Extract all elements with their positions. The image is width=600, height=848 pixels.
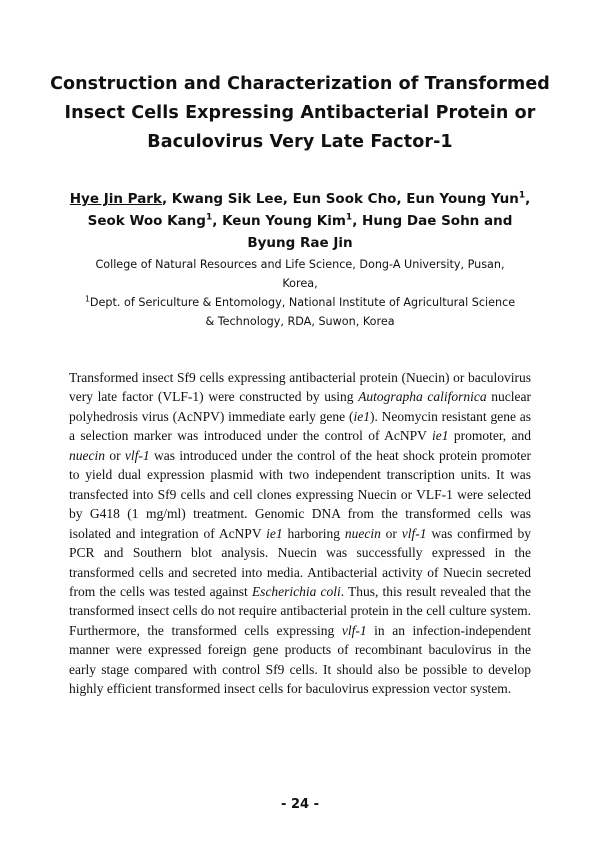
author-line	[40, 210, 560, 232]
page-number: - 24 -	[281, 797, 319, 812]
species-name: Autographa californica	[358, 389, 487, 405]
gene-name: vlf-1	[124, 447, 150, 463]
title-line: Insect Cells Expressing Antibacterial Protein or	[64, 103, 536, 123]
affiliation-mark: 1	[518, 190, 526, 201]
author-names: Seok Woo Kang	[87, 213, 206, 229]
affiliation-mark: 1	[205, 212, 213, 223]
author-names: , Keun Young Kim	[212, 213, 346, 229]
presenting-author: Hye Jin Park	[69, 191, 162, 207]
author-line	[40, 188, 560, 210]
abstract-paragraph: Transformed insect Sf9 cells expressing antibacterial protein (Nuecin) or baculovirus very late factor (VLF-1) were constructed by using Autographa californica nuclear polyhedrosis virus (AcNPV) immediate early gene (ie1). Neomycin resistant gene as a selection marker was introduced under the control of AcNPV ie1 promoter, and nuecin or vlf-1 was introduced under the control of the heat shock protein promoter to yield dual expression plasmid with two independent transcription units. It was transfected into Sf9 cells and cell clones expressing Nuecin or VLF-1 were selected by G418 (1 mg/ml) treatment. Genomic DNA from the transformed cells was isolated and integration of AcNPV ie1 harboring nuecin or vlf-1 was confirmed by PCR and Southern blot analysis. Nuecin was successfully expressed in the transformed cells and secreted into media. Antibacterial activity of Nuecin secreted from the cells was tested against Escherichia coli. Thus, this result revealed that the transformed insect cells do not require antibacterial protein in the cell culture system. Furthermore, the transformed cells expressing vlf-1 in an infection-independent manner were expressed foreign gene products of recombinant baculovirus in the early stage compared with control Sf9 cells. It should also be possible to develop highly efficient transformed insect cells for baculovirus expression vector system.	[69, 370, 532, 697]
author-names: , Hung Dae Sohn and	[352, 213, 513, 229]
gene-name: nuecin	[69, 447, 105, 463]
affiliation-mark: 1	[345, 212, 353, 223]
gene-name: vlf-1	[401, 525, 427, 541]
author-names: Byung Rae Jin	[247, 235, 353, 251]
gene-name: nuecin	[344, 525, 381, 541]
gene-name: ie1	[353, 408, 370, 424]
gene-name: vlf-1	[341, 622, 367, 638]
affiliation-line: $^1$Dept. of Sericulture & Entomology, National Institute of Agricultural Science	[84, 294, 516, 309]
affiliation-mark: 1	[84, 294, 90, 304]
author-names: ,	[525, 191, 531, 207]
affiliation-line: College of Natural Resources and Life Science, Dong-A University, Pusan,	[95, 258, 505, 271]
species-name: Escherichia coli	[251, 583, 341, 599]
gene-name: ie1	[266, 525, 283, 541]
author-line	[40, 232, 560, 254]
author-list	[40, 188, 560, 254]
title-line: Construction and Characterization of Transformed	[50, 74, 550, 94]
paper-title	[40, 70, 560, 157]
gene-name: ie1	[431, 428, 449, 444]
affiliation-line: Korea,	[282, 277, 318, 290]
affiliation-line: & Technology, RDA, Suwon, Korea	[205, 315, 395, 328]
author-names: , Kwang Sik Lee, Eun Sook Cho, Eun Young Yun	[161, 191, 519, 207]
affiliations	[40, 255, 560, 331]
title-line: Baculovirus Very Late Factor-1	[147, 132, 453, 152]
